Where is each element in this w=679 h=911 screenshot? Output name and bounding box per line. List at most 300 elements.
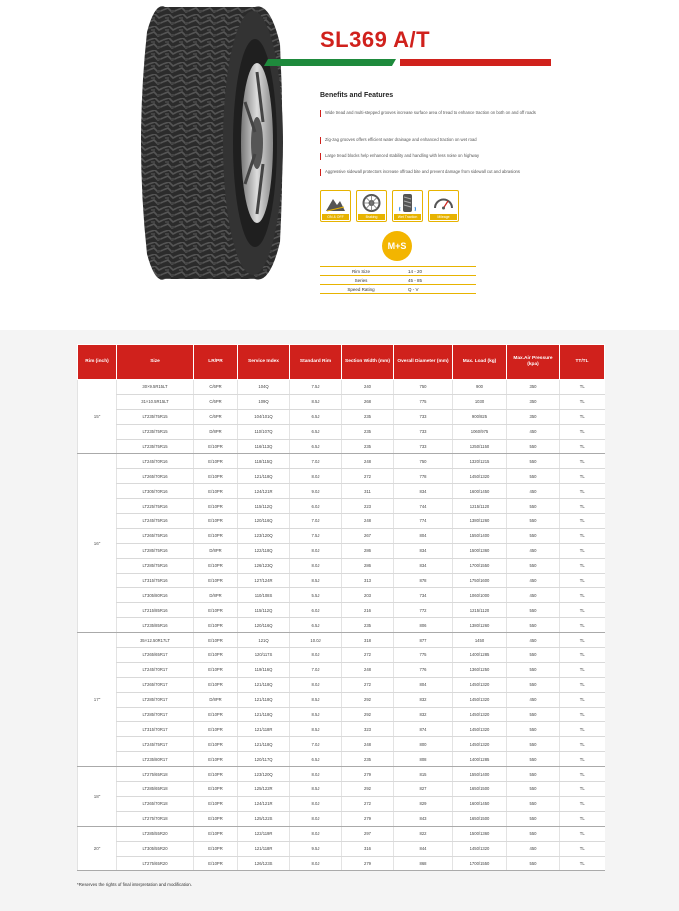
rim-size-cell: 20" xyxy=(78,826,117,871)
table-cell: 121/118Q xyxy=(238,692,290,707)
table-cell: LT235/80R17 xyxy=(117,752,194,767)
table-row xyxy=(78,677,605,692)
table-row xyxy=(78,380,605,395)
table-cell: 804 xyxy=(394,677,453,692)
table-cell: 235 xyxy=(342,424,394,439)
table-cell: 35×12.50R17LT xyxy=(117,633,194,648)
product-header-section xyxy=(0,0,679,330)
table-cell: 550 xyxy=(507,514,560,529)
ms-badge: M+S xyxy=(382,231,412,261)
table-cell: TL xyxy=(560,380,605,395)
table-cell: TL xyxy=(560,454,605,469)
feature-label: Wet Traction xyxy=(394,214,421,220)
table-cell: 1450/1320 xyxy=(453,692,507,707)
table-row xyxy=(78,856,605,871)
table-cell: 450 xyxy=(507,424,560,439)
benefit-item: Aggressive sidewall protectors increase offroad bite and prevent damage from sidewall cut and abrasions xyxy=(320,169,565,176)
table-cell: TL xyxy=(560,499,605,514)
table-cell: 550 xyxy=(507,782,560,797)
table-row xyxy=(78,588,605,603)
table-cell: 550 xyxy=(507,677,560,692)
table-cell: 8.0J xyxy=(290,648,342,663)
feature-label: ON & OFF xyxy=(322,214,349,220)
table-cell: 1215/1120 xyxy=(453,603,507,618)
table-cell: E/10PR xyxy=(194,722,238,737)
table-cell: LT275/70R18 xyxy=(117,811,194,826)
table-cell: 829 xyxy=(394,796,453,811)
table-cell: 1360/1250 xyxy=(453,662,507,677)
mountain-icon xyxy=(325,193,346,213)
table-cell: 774 xyxy=(394,514,453,529)
table-cell: 877 xyxy=(394,633,453,648)
spec-table xyxy=(320,266,476,294)
table-cell: LT315/70R17 xyxy=(117,722,194,737)
table-cell: LT285/70R17 xyxy=(117,692,194,707)
table-cell: 733 xyxy=(394,439,453,454)
table-cell: 268 xyxy=(342,394,394,409)
table-cell: LT305/80R16 xyxy=(117,588,194,603)
table-cell: 120/117Q xyxy=(238,752,290,767)
table-cell: 286 xyxy=(342,543,394,558)
table-cell: 775 xyxy=(394,394,453,409)
table-row xyxy=(78,692,605,707)
column-header: Max. Load (kg) xyxy=(453,345,507,380)
table-cell: 297 xyxy=(342,826,394,841)
table-cell: 115/112Q xyxy=(238,499,290,514)
table-cell: 808 xyxy=(394,752,453,767)
table-cell: 822 xyxy=(394,826,453,841)
table-cell: 286 xyxy=(342,558,394,573)
table-cell: TL xyxy=(560,573,605,588)
table-row xyxy=(78,722,605,737)
table-cell: 1500/1360 xyxy=(453,826,507,841)
table-cell: E/10PR xyxy=(194,707,238,722)
column-header: TT/TL xyxy=(560,345,605,380)
table-cell: 110/107Q xyxy=(238,424,290,439)
table-cell: E/10PR xyxy=(194,528,238,543)
feature-icons xyxy=(320,190,459,222)
table-cell: 878 xyxy=(394,573,453,588)
table-cell: 8.0J xyxy=(290,543,342,558)
column-header: Overall Diameter (mm) xyxy=(394,345,453,380)
table-cell: 8.0J xyxy=(290,677,342,692)
table-cell: LT285/75R16 xyxy=(117,558,194,573)
spec-key: Series xyxy=(354,277,368,283)
table-cell: TL xyxy=(560,439,605,454)
table-cell: 31×10.5R15LT xyxy=(117,394,194,409)
table-cell: 1650/1500 xyxy=(453,811,507,826)
table-cell: 1380/1260 xyxy=(453,618,507,633)
column-header: Size xyxy=(117,345,194,380)
table-cell: 235 xyxy=(342,409,394,424)
table-cell: 8.0J xyxy=(290,856,342,871)
table-cell: E/10PR xyxy=(194,454,238,469)
table-cell: 7.0J xyxy=(290,737,342,752)
spec-value: 45 - 85 xyxy=(408,277,423,283)
table-cell: 8.5J xyxy=(290,722,342,737)
table-cell: 1550/1400 xyxy=(453,767,507,782)
table-cell: TL xyxy=(560,811,605,826)
rim-size-cell: 16" xyxy=(78,454,117,633)
table-cell: 104/101Q xyxy=(238,409,290,424)
table-cell: 120/116Q xyxy=(238,514,290,529)
table-row xyxy=(78,469,605,484)
table-cell: LT245/75R16 xyxy=(117,514,194,529)
table-cell: 292 xyxy=(342,707,394,722)
table-cell: D/8PR xyxy=(194,424,238,439)
table-cell: 248 xyxy=(342,662,394,677)
table-cell: LT275/65R20 xyxy=(117,856,194,871)
table-cell: 450 xyxy=(507,543,560,558)
table-cell: TL xyxy=(560,782,605,797)
table-cell: 350 xyxy=(507,380,560,395)
table-cell: E/10PR xyxy=(194,796,238,811)
table-cell: 123/120Q xyxy=(238,767,290,782)
table-cell: TL xyxy=(560,692,605,707)
table-cell: 323 xyxy=(342,722,394,737)
table-row xyxy=(78,409,605,424)
table-cell: 750 xyxy=(394,380,453,395)
table-cell: TL xyxy=(560,796,605,811)
table-cell: 804 xyxy=(394,528,453,543)
table-cell: 121Q xyxy=(238,633,290,648)
table-cell: 127/124R xyxy=(238,573,290,588)
table-cell: C/6PR xyxy=(194,409,238,424)
table-cell: D/8PR xyxy=(194,588,238,603)
spec-value: Q - V xyxy=(408,286,419,292)
table-cell: D/8PR xyxy=(194,692,238,707)
table-cell: 5.5J xyxy=(290,588,342,603)
table-cell: 279 xyxy=(342,767,394,782)
table-cell: 8.5J xyxy=(290,394,342,409)
spec-row xyxy=(320,276,476,285)
table-cell: TL xyxy=(560,543,605,558)
table-cell: 550 xyxy=(507,796,560,811)
table-cell: 1700/1550 xyxy=(453,558,507,573)
table-cell: 9.0J xyxy=(290,484,342,499)
table-cell: 834 xyxy=(394,543,453,558)
table-cell: 550 xyxy=(507,662,560,677)
table-row xyxy=(78,573,605,588)
table-cell: TL xyxy=(560,528,605,543)
table-cell: 124/121R xyxy=(238,796,290,811)
table-row xyxy=(78,752,605,767)
table-cell: 834 xyxy=(394,558,453,573)
table-cell: E/10PR xyxy=(194,499,238,514)
table-cell: 815 xyxy=(394,767,453,782)
table-row xyxy=(78,707,605,722)
table-cell: 6.5J xyxy=(290,409,342,424)
feature-braking xyxy=(356,190,387,222)
table-cell: 550 xyxy=(507,826,560,841)
table-cell: LT275/65R18 xyxy=(117,767,194,782)
table-row xyxy=(78,603,605,618)
table-cell: E/10PR xyxy=(194,782,238,797)
table-cell: 7.5J xyxy=(290,380,342,395)
table-cell: 1450 xyxy=(453,633,507,648)
spec-value: 14 - 20 xyxy=(408,268,423,274)
table-cell: 450 xyxy=(507,692,560,707)
table-cell: 734 xyxy=(394,588,453,603)
table-cell: LT305/55R20 xyxy=(117,841,194,856)
rim-size-cell: 15" xyxy=(78,380,117,454)
table-cell: 7.0J xyxy=(290,454,342,469)
table-cell: 832 xyxy=(394,692,453,707)
table-cell: 120/116Q xyxy=(238,618,290,633)
table-row xyxy=(78,543,605,558)
table-cell: 203 xyxy=(342,588,394,603)
table-cell: 550 xyxy=(507,767,560,782)
table-cell: 1450/1320 xyxy=(453,841,507,856)
table-cell: 267 xyxy=(342,528,394,543)
table-row xyxy=(78,514,605,529)
table-cell: 550 xyxy=(507,454,560,469)
speedometer-icon xyxy=(433,193,454,213)
rim-size-cell: 17" xyxy=(78,633,117,767)
table-cell: 121/118R xyxy=(238,722,290,737)
product-title: SL369 A/T xyxy=(320,27,431,52)
table-body xyxy=(78,380,605,871)
table-cell: 6.5J xyxy=(290,752,342,767)
table-cell: 806 xyxy=(394,618,453,633)
footnote: *Reserves the rights of final interpretation and modification. xyxy=(77,882,192,887)
table-cell: E/10PR xyxy=(194,856,238,871)
table-cell: LT265/65R17 xyxy=(117,648,194,663)
table-cell: 1320/1215 xyxy=(453,454,507,469)
table-cell: E/10PR xyxy=(194,811,238,826)
benefit-item: Large tread blocks help enhanced stability and handling with less noise on highway xyxy=(320,153,565,160)
table-cell: 279 xyxy=(342,811,394,826)
table-cell: 550 xyxy=(507,603,560,618)
feature-wet-traction xyxy=(392,190,423,222)
table-cell: TL xyxy=(560,707,605,722)
feature-label: Mileage xyxy=(430,214,457,220)
table-cell: 450 xyxy=(507,841,560,856)
table-cell: 121/118R xyxy=(238,841,290,856)
table-cell: 104Q xyxy=(238,380,290,395)
table-cell: 125/122R xyxy=(238,782,290,797)
table-cell: E/10PR xyxy=(194,737,238,752)
table-row xyxy=(78,841,605,856)
table-cell: 316 xyxy=(342,841,394,856)
table-cell: LT315/75R16 xyxy=(117,573,194,588)
table-cell: 121/118Q xyxy=(238,737,290,752)
table-cell: TL xyxy=(560,558,605,573)
brand-stripe xyxy=(268,59,551,66)
table-cell: 7.0J xyxy=(290,514,342,529)
table-row xyxy=(78,528,605,543)
table-cell: 832 xyxy=(394,707,453,722)
table-cell: 550 xyxy=(507,618,560,633)
table-cell: 1215/1120 xyxy=(453,499,507,514)
table-cell: LT285/75R16 xyxy=(117,543,194,558)
table-cell: 1450/1320 xyxy=(453,469,507,484)
table-cell: E/10PR xyxy=(194,633,238,648)
table-cell: LT235/75R15 xyxy=(117,439,194,454)
table-row xyxy=(78,439,605,454)
table-cell: 8.5J xyxy=(290,692,342,707)
table-cell: TL xyxy=(560,409,605,424)
table-cell: TL xyxy=(560,752,605,767)
wet-traction-icon xyxy=(397,193,418,213)
table-cell: E/10PR xyxy=(194,826,238,841)
table-cell: 223 xyxy=(342,499,394,514)
table-cell: E/10PR xyxy=(194,558,238,573)
table-cell: 550 xyxy=(507,811,560,826)
table-row xyxy=(78,424,605,439)
table-row xyxy=(78,394,605,409)
table-cell: 1380/1260 xyxy=(453,514,507,529)
table-cell: 272 xyxy=(342,648,394,663)
table-cell: TL xyxy=(560,826,605,841)
table-cell: 272 xyxy=(342,796,394,811)
table-cell: LT265/70R18 xyxy=(117,796,194,811)
table-row xyxy=(78,796,605,811)
benefit-item: Zig-zag grooves offers efficient water drainage and enhanced traction on wet road xyxy=(320,137,565,144)
table-cell: 318 xyxy=(342,633,394,648)
table-cell: 8.0J xyxy=(290,767,342,782)
table-cell: 240 xyxy=(342,380,394,395)
table-cell: E/10PR xyxy=(194,752,238,767)
table-cell: 1450/1320 xyxy=(453,677,507,692)
table-cell: TL xyxy=(560,394,605,409)
table-cell: TL xyxy=(560,603,605,618)
table-cell: 827 xyxy=(394,782,453,797)
table-cell: 1600/1450 xyxy=(453,796,507,811)
table-cell: 550 xyxy=(507,648,560,663)
table-cell: 1600/1450 xyxy=(453,484,507,499)
tire-image xyxy=(135,2,285,284)
table-cell: 30×9.5R15LT xyxy=(117,380,194,395)
column-header: LR/PR xyxy=(194,345,238,380)
table-cell: 110/108S xyxy=(238,588,290,603)
table-cell: 733 xyxy=(394,424,453,439)
table-cell: E/10PR xyxy=(194,514,238,529)
table-cell: 800 xyxy=(394,737,453,752)
spec-row xyxy=(320,285,476,294)
table-cell: 550 xyxy=(507,722,560,737)
table-cell: LT285/70R17 xyxy=(117,707,194,722)
table-cell: LT245/70R16 xyxy=(117,454,194,469)
table-cell: 292 xyxy=(342,692,394,707)
table-cell: 350 xyxy=(507,394,560,409)
table-cell: E/10PR xyxy=(194,767,238,782)
table-row xyxy=(78,454,605,469)
table-cell: LT235/75R15 xyxy=(117,409,194,424)
table-cell: LT285/55R20 xyxy=(117,826,194,841)
table-cell: 550 xyxy=(507,439,560,454)
table-cell: C/6PR xyxy=(194,394,238,409)
table-cell: E/10PR xyxy=(194,648,238,663)
table-cell: 122/119R xyxy=(238,826,290,841)
table-cell: 778 xyxy=(394,469,453,484)
table-cell: 1400/1285 xyxy=(453,752,507,767)
table-cell: 450 xyxy=(507,588,560,603)
table-cell: 8.5J xyxy=(290,782,342,797)
table-cell: 1250/1150 xyxy=(453,439,507,454)
rim-size-cell: 18" xyxy=(78,767,117,827)
table-cell: LT265/70R17 xyxy=(117,677,194,692)
table-cell: 279 xyxy=(342,856,394,871)
table-cell: TL xyxy=(560,737,605,752)
table-cell: 7.0J xyxy=(290,662,342,677)
table-row xyxy=(78,558,605,573)
table-cell: 8.0J xyxy=(290,826,342,841)
table-cell: TL xyxy=(560,767,605,782)
column-header: Standard Rim xyxy=(290,345,342,380)
table-cell: TL xyxy=(560,633,605,648)
table-cell: LT235/75R15 xyxy=(117,424,194,439)
table-cell: 120/117S xyxy=(238,648,290,663)
table-cell: 311 xyxy=(342,484,394,499)
spec-key: Speed Rating xyxy=(347,286,375,292)
table-cell: LT215/85R16 xyxy=(117,603,194,618)
feature-on-off xyxy=(320,190,351,222)
table-row xyxy=(78,499,605,514)
table-cell: 750 xyxy=(394,454,453,469)
table-cell: TL xyxy=(560,618,605,633)
table-cell: 1030 xyxy=(453,394,507,409)
table-cell: 125/122S xyxy=(238,811,290,826)
table-cell: 109Q xyxy=(238,394,290,409)
table-cell: 834 xyxy=(394,484,453,499)
table-cell: 8.0J xyxy=(290,811,342,826)
table-cell: 313 xyxy=(342,573,394,588)
spec-key: Rim Size xyxy=(351,268,370,274)
table-cell: 272 xyxy=(342,469,394,484)
table-row xyxy=(78,662,605,677)
column-header: Rim (inch) xyxy=(78,345,117,380)
table-cell: 1700/1550 xyxy=(453,856,507,871)
table-cell: LT235/85R16 xyxy=(117,618,194,633)
table-cell: 350 xyxy=(507,409,560,424)
table-cell: 772 xyxy=(394,603,453,618)
table-cell: TL xyxy=(560,484,605,499)
table-cell: 550 xyxy=(507,856,560,871)
table-cell: 292 xyxy=(342,782,394,797)
table-cell: 450 xyxy=(507,484,560,499)
table-cell: 115/112Q xyxy=(238,603,290,618)
table-cell: TL xyxy=(560,648,605,663)
table-cell: 8.0J xyxy=(290,796,342,811)
table-cell: 1450/1320 xyxy=(453,707,507,722)
table-cell: D/8PR xyxy=(194,543,238,558)
table-cell: 123/120Q xyxy=(238,528,290,543)
table-cell: LT245/75R17 xyxy=(117,737,194,752)
table-cell: 1450/1320 xyxy=(453,722,507,737)
table-cell: 10.0J xyxy=(290,633,342,648)
table-cell: TL xyxy=(560,856,605,871)
table-cell: 550 xyxy=(507,558,560,573)
table-cell: 775 xyxy=(394,648,453,663)
table-cell: 8.0J xyxy=(290,558,342,573)
table-cell: TL xyxy=(560,469,605,484)
table-row xyxy=(78,782,605,797)
table-cell: 843 xyxy=(394,811,453,826)
table-cell: 235 xyxy=(342,618,394,633)
table-cell: 868 xyxy=(394,856,453,871)
table-cell: 216 xyxy=(342,603,394,618)
table-cell: 6.5J xyxy=(290,424,342,439)
table-cell: E/10PR xyxy=(194,618,238,633)
table-cell: 550 xyxy=(507,737,560,752)
table-cell: 6.0J xyxy=(290,499,342,514)
table-cell: 1750/1600 xyxy=(453,573,507,588)
table-cell: 1060/1000 xyxy=(453,588,507,603)
table-cell: 9.5J xyxy=(290,841,342,856)
table-cell: 1550/1400 xyxy=(453,528,507,543)
table-cell: E/10PR xyxy=(194,469,238,484)
